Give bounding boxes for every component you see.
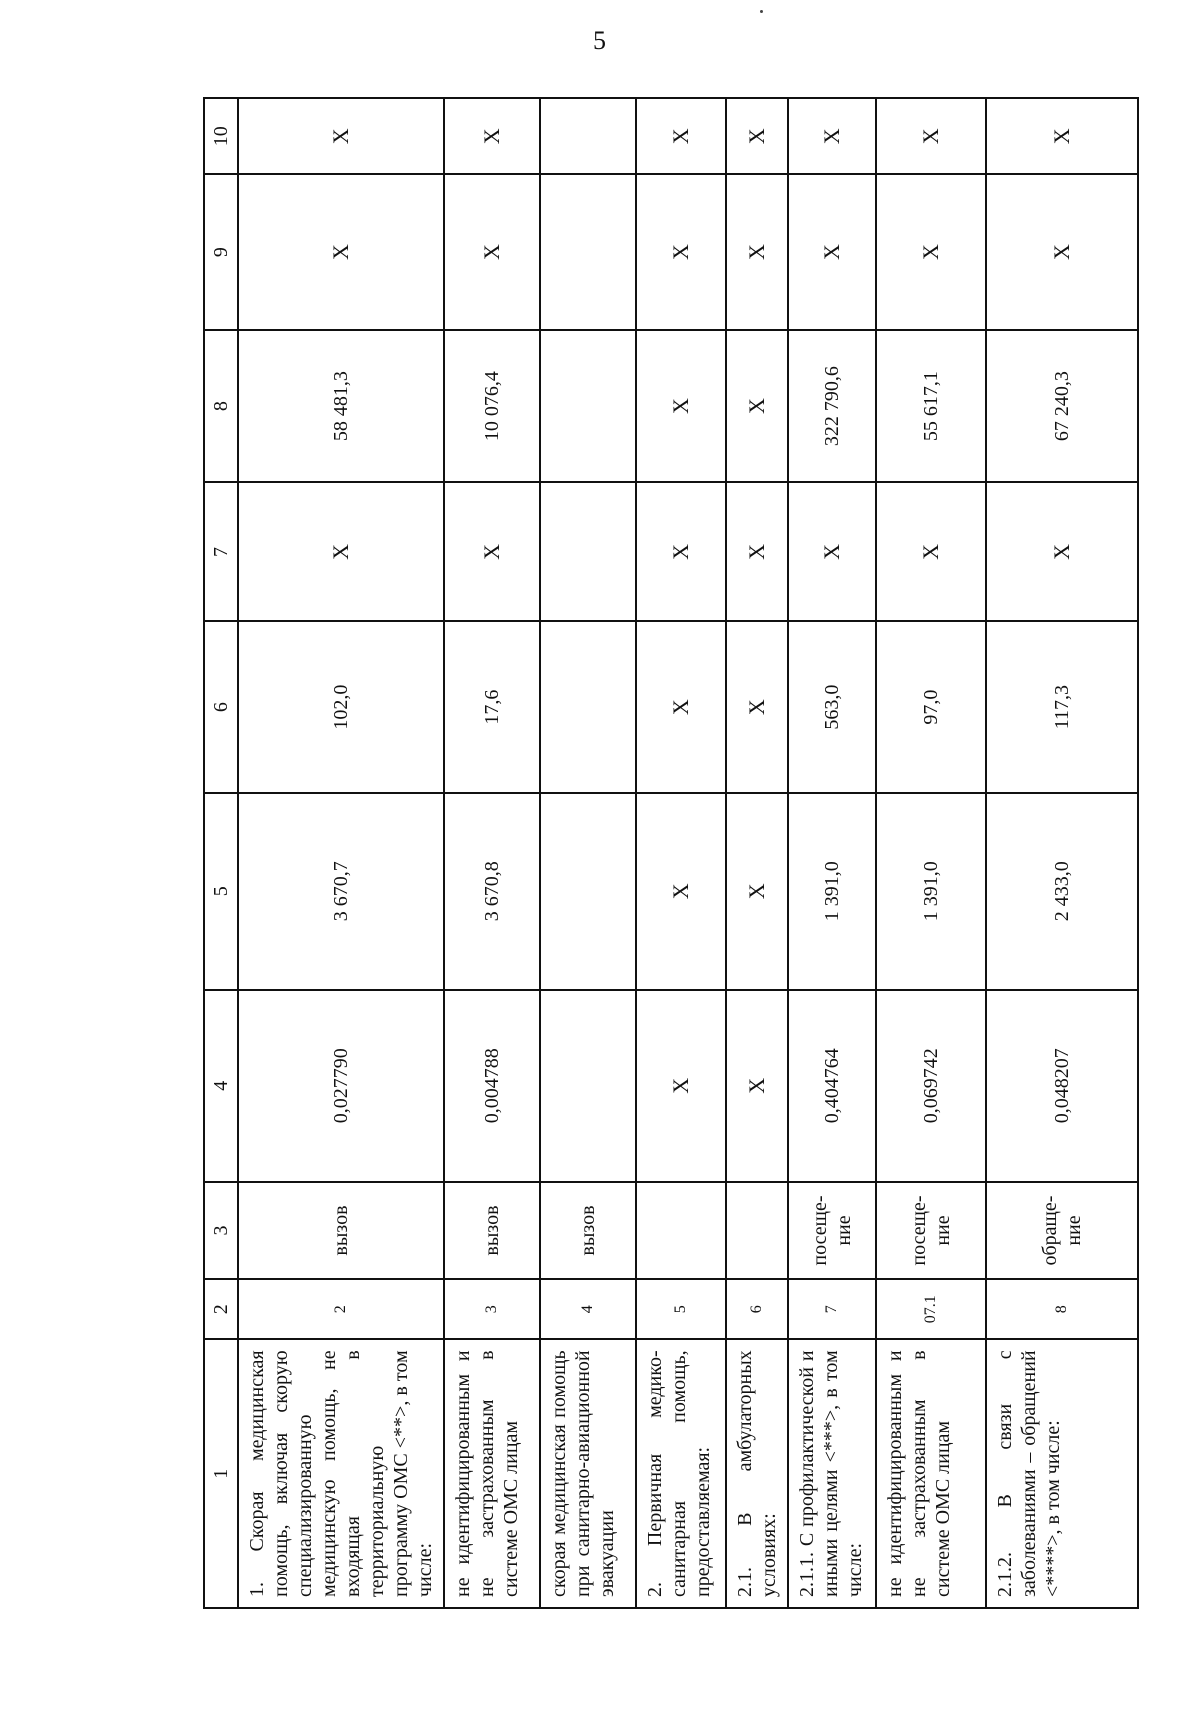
row-name-cell: 2.1. В амбулаторных условиях: [726, 1339, 788, 1608]
row-value-cell [540, 621, 636, 792]
row-value-cell: 0,027790 [238, 990, 444, 1182]
row-value-cell: Х [636, 483, 726, 622]
row-name-cell: не идентифицированным и не застрахованным в системе ОМС лицам [876, 1339, 986, 1608]
row-value-cell [540, 175, 636, 330]
row-value-cell: Х [726, 330, 788, 483]
row-unit-cell: вызов [540, 1182, 636, 1279]
row-value-cell [540, 483, 636, 622]
row-value-cell: 563,0 [788, 621, 876, 792]
row-value-cell: Х [726, 98, 788, 175]
row-value-cell: Х [876, 483, 986, 622]
row-value-cell: 3 670,8 [444, 793, 540, 990]
row-value-cell: 10 076,4 [444, 330, 540, 483]
row-value-cell: 1 391,0 [788, 793, 876, 990]
row-value-cell: Х [636, 621, 726, 792]
row-value-cell: 102,0 [238, 621, 444, 792]
row-code-cell: 7 [788, 1279, 876, 1339]
row-value-cell: 117,3 [986, 621, 1138, 792]
row-value-cell: Х [636, 330, 726, 483]
row-name-cell: 2.1.2. В связи с заболеваниями – обращений <****>, в том числе: [986, 1339, 1138, 1608]
row-name-cell: скорая медицинская помощь при санитарно-авиационной эвакуации [540, 1339, 636, 1608]
row-name-cell: 1. Скорая медицинская помощь, включая скорую специализированную медицинскую помощь, не входящая в территориальную программу ОМС <**>, в том числе: [238, 1339, 444, 1608]
header-cell: 4 [204, 990, 238, 1182]
table-row [986, 98, 1138, 1608]
header-cell: 2 [204, 1279, 238, 1339]
row-unit-cell: посеще-ние [876, 1182, 986, 1279]
header-cell: 9 [204, 175, 238, 330]
row-value-cell: Х [788, 98, 876, 175]
row-value-cell: 17,6 [444, 621, 540, 792]
row-value-cell: Х [876, 175, 986, 330]
row-value-cell: 3 670,7 [238, 793, 444, 990]
row-value-cell [540, 990, 636, 1182]
row-value-cell [540, 793, 636, 990]
row-value-cell: 0,404764 [788, 990, 876, 1182]
row-value-cell: Х [636, 175, 726, 330]
row-code-cell: 6 [726, 1279, 788, 1339]
header-cell: 10 [204, 98, 238, 175]
row-name-cell: 2.1.1. С профилактической и иными целями <***>, в том числе: [788, 1339, 876, 1608]
row-value-cell: 55 617,1 [876, 330, 986, 483]
table-header-row [204, 98, 238, 1608]
table-rotated-wrapper [203, 97, 1125, 1609]
row-value-cell [540, 330, 636, 483]
header-cell: 5 [204, 793, 238, 990]
row-name-cell: не идентифицированным и не застрахованным в системе ОМС лицам [444, 1339, 540, 1608]
row-unit-cell: вызов [444, 1182, 540, 1279]
row-value-cell: 322 790,6 [788, 330, 876, 483]
row-value-cell [540, 98, 636, 175]
row-value-cell: 0,048207 [986, 990, 1138, 1182]
row-unit-cell: обраще-ние [986, 1182, 1138, 1279]
row-code-cell: 07.1 [876, 1279, 986, 1339]
row-value-cell: 0,069742 [876, 990, 986, 1182]
row-value-cell: Х [986, 175, 1138, 330]
row-value-cell: 2 433,0 [986, 793, 1138, 990]
header-cell: 7 [204, 483, 238, 622]
row-value-cell: Х [986, 98, 1138, 175]
row-code-cell: 4 [540, 1279, 636, 1339]
row-value-cell: Х [726, 990, 788, 1182]
row-value-cell: Х [444, 175, 540, 330]
row-value-cell: 97,0 [876, 621, 986, 792]
row-value-cell: Х [636, 793, 726, 990]
row-code-cell: 5 [636, 1279, 726, 1339]
row-value-cell: Х [788, 483, 876, 622]
row-value-cell: Х [444, 483, 540, 622]
row-value-cell: Х [636, 990, 726, 1182]
page-number: 5 [593, 26, 606, 55]
row-value-cell: 58 481,3 [238, 330, 444, 483]
row-value-cell: Х [636, 98, 726, 175]
row-name-cell: 2. Первичная медико-санитарная помощь, предоставляемая: [636, 1339, 726, 1608]
row-value-cell: Х [876, 98, 986, 175]
row-code-cell: 8 [986, 1279, 1138, 1339]
row-value-cell: Х [238, 98, 444, 175]
header-cell: 3 [204, 1182, 238, 1279]
header-cell: 6 [204, 621, 238, 792]
row-value-cell: Х [726, 483, 788, 622]
data-table [203, 97, 1139, 1609]
header-cell: 8 [204, 330, 238, 483]
row-unit-cell: вызов [238, 1182, 444, 1279]
row-unit-cell [636, 1182, 726, 1279]
row-value-cell: Х [238, 175, 444, 330]
row-value-cell: Х [238, 483, 444, 622]
row-value-cell: 1 391,0 [876, 793, 986, 990]
row-unit-cell [726, 1182, 788, 1279]
table-row [238, 98, 444, 1608]
row-value-cell: Х [986, 483, 1138, 622]
header-cell: 1 [204, 1339, 238, 1608]
table-row [444, 98, 540, 1608]
row-value-cell: 0,004788 [444, 990, 540, 1182]
table-row [540, 98, 636, 1608]
table-row [636, 98, 726, 1608]
table-row [726, 98, 788, 1608]
row-value-cell: Х [726, 175, 788, 330]
row-code-cell: 3 [444, 1279, 540, 1339]
scan-speck [760, 10, 763, 13]
row-value-cell: Х [788, 175, 876, 330]
table-row [876, 98, 986, 1608]
row-value-cell: Х [444, 98, 540, 175]
row-value-cell: Х [726, 621, 788, 792]
table-row [788, 98, 876, 1608]
row-value-cell: 67 240,3 [986, 330, 1138, 483]
row-code-cell: 2 [238, 1279, 444, 1339]
row-value-cell: Х [726, 793, 788, 990]
row-unit-cell: посеще-ние [788, 1182, 876, 1279]
